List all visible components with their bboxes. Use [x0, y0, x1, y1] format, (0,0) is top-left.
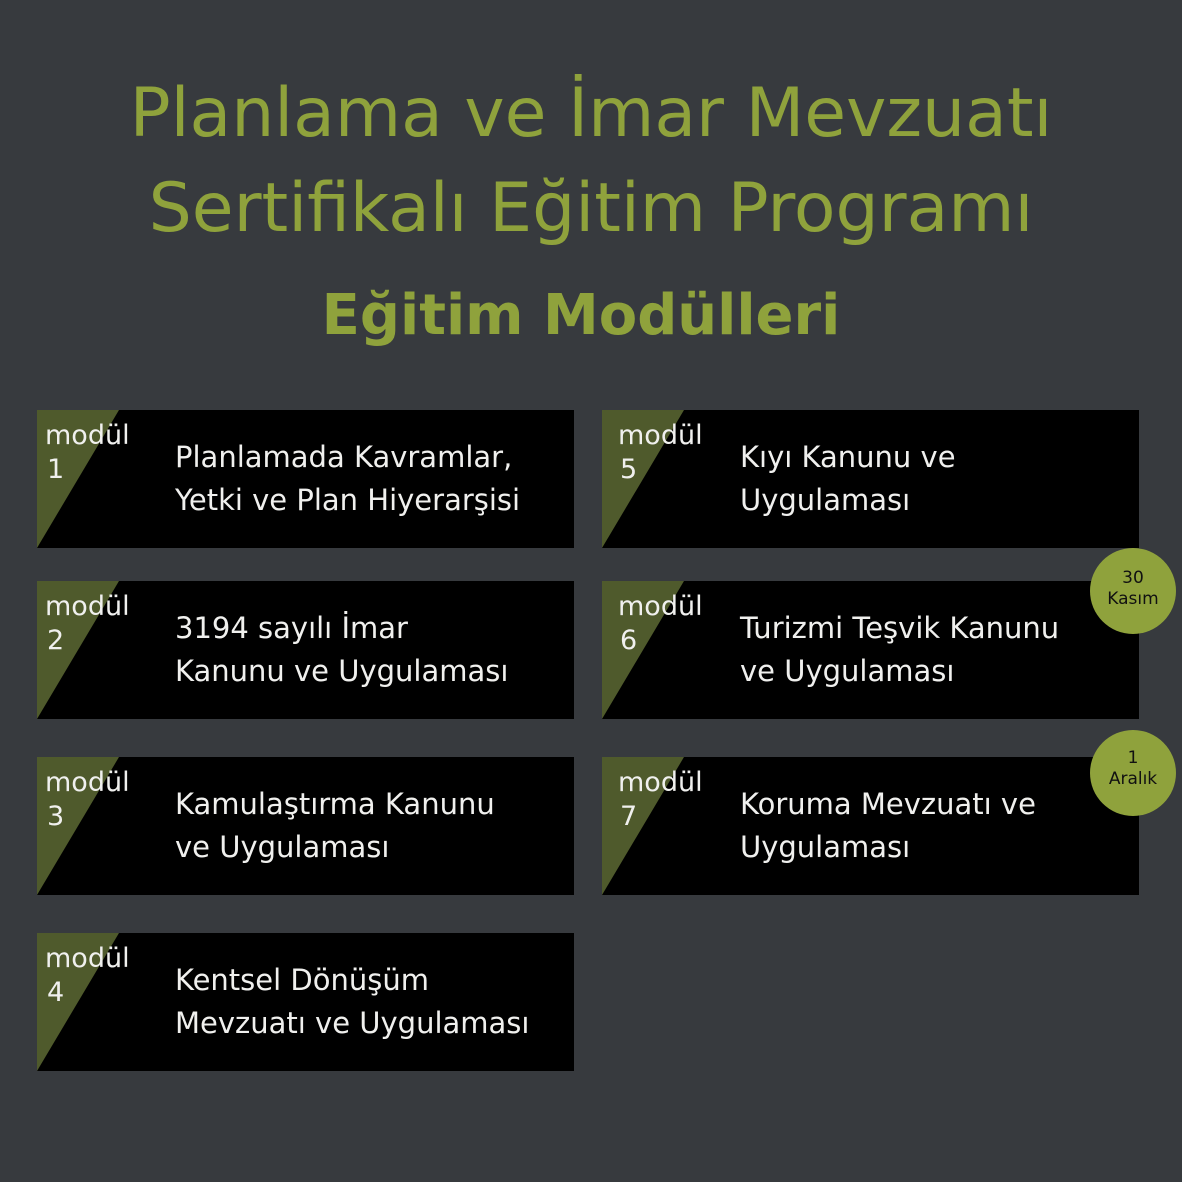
- date-badge-module-7: [1090, 730, 1176, 816]
- module-card-7: [602, 757, 1139, 895]
- module-3-title-line-2: ve Uygulaması: [175, 830, 390, 864]
- module-5-title: [740, 436, 1132, 522]
- module-5-number: 5: [620, 454, 638, 485]
- module-4-title-line-1: Kentsel Dönüşüm: [175, 963, 429, 997]
- module-card-6: [602, 581, 1139, 719]
- module-6-number: 6: [620, 625, 638, 656]
- module-card-3: [37, 757, 574, 895]
- page-title-line-2: Sertifikalı Eğitim Programı: [148, 169, 1034, 248]
- module-card-5: [602, 410, 1139, 548]
- module-7-title-line-1: Koruma Mevzuatı ve: [740, 787, 1036, 821]
- module-1-title: [175, 436, 567, 522]
- module-6-title-line-1: Turizmi Teşvik Kanunu: [740, 611, 1060, 645]
- module-2-number: 2: [47, 625, 65, 656]
- date-badge-7-month: Aralık: [1108, 769, 1158, 789]
- module-card-4: [37, 933, 574, 1071]
- date-badge-7-day: 1: [1127, 748, 1139, 768]
- module-2-title-line-1: 3194 sayılı İmar: [175, 611, 408, 645]
- module-7-number: 7: [620, 801, 638, 832]
- module-3-title-line-1: Kamulaştırma Kanunu: [175, 787, 495, 821]
- module-1-title-line-1: Planlamada Kavramlar,: [175, 440, 513, 474]
- module-1-number: 1: [47, 454, 65, 485]
- module-4-title: [175, 959, 567, 1045]
- module-5-title-line-1: Kıyı Kanunu ve: [740, 440, 956, 474]
- module-card-2: [37, 581, 574, 719]
- module-2-title-line-2: Kanunu ve Uygulaması: [175, 654, 509, 688]
- module-6-label: modül: [618, 591, 703, 622]
- module-4-label: modül: [45, 943, 130, 974]
- module-7-title-line-2: Uygulaması: [740, 830, 911, 864]
- date-badge-module-6: [1090, 548, 1176, 634]
- module-card-1: [37, 410, 574, 548]
- module-4-title-line-2: Mevzuatı ve Uygulaması: [175, 1006, 530, 1040]
- date-badge-6-day: 30: [1122, 568, 1144, 588]
- module-5-label: modül: [618, 420, 703, 451]
- module-3-title: [175, 783, 567, 869]
- module-5-title-line-2: Uygulaması: [740, 483, 911, 517]
- module-2-label: modül: [45, 591, 130, 622]
- page-subtitle: Eğitim Modülleri: [321, 283, 841, 348]
- module-2-title: [175, 607, 567, 693]
- module-6-title: [740, 607, 1132, 693]
- module-7-title: [740, 783, 1132, 869]
- module-6-title-line-2: ve Uygulaması: [740, 654, 955, 688]
- module-1-title-line-2: Yetki ve Plan Hiyerarşisi: [175, 483, 521, 517]
- module-3-number: 3: [47, 801, 65, 832]
- module-7-label: modül: [618, 767, 703, 798]
- date-badge-6-month: Kasım: [1107, 589, 1159, 609]
- module-3-label: modül: [45, 767, 130, 798]
- module-4-number: 4: [47, 977, 65, 1008]
- page-title-line-1: Planlama ve İmar Mevzuatı: [129, 74, 1053, 153]
- module-1-label: modül: [45, 420, 130, 451]
